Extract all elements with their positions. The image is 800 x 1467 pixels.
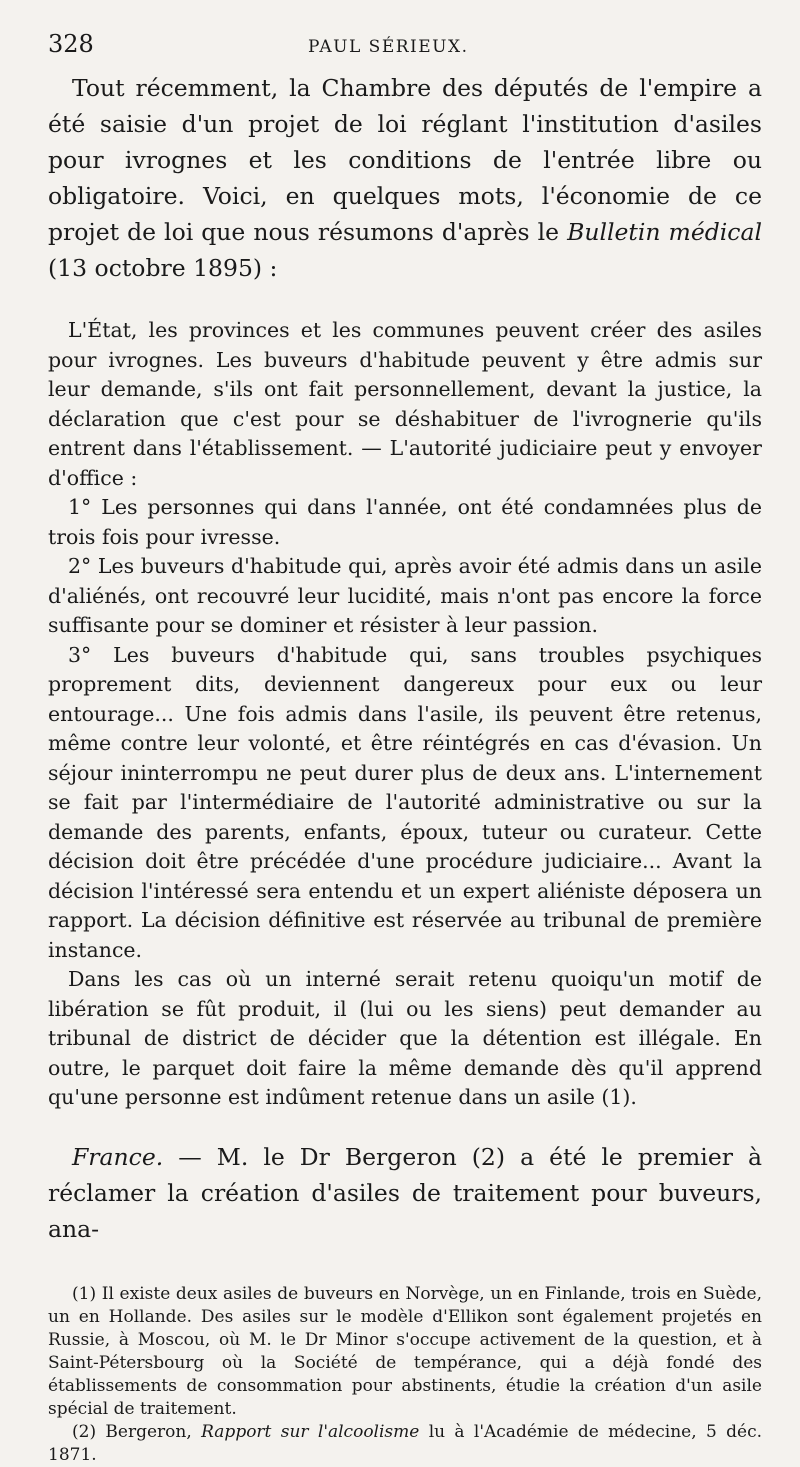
- quote-item-3: 3° Les buveurs d'habitude qui, sans troubles psychiques proprement dits, deviennent dangereux pour eux ou leur entourage... Une fois admis dans l'asile, ils peuvent être retenus, même contre leur volonté, et être réintégrés en cas d'évasion. Un séjour ininterrompu ne peut durer plus de deux ans. L'internement se fait par l'intermédiaire de l'autorité administrative ou sur la demande des parents, enfants, époux, tuteur ou curateur. Cette décision doit être précédée d'une procédure judiciaire... Avant la décision l'intéressé sera entendu et un expert aliéniste déposera un rapport. La décision définitive est réservée au tribunal de première instance.: [48, 642, 762, 962]
- intro-date: (13 octobre 1895) :: [48, 254, 278, 282]
- footnotes: [48, 1283, 762, 1467]
- quoted-summary: [48, 316, 762, 1113]
- quote-paragraph-1: L'État, les provinces et les communes peuvent créer des asiles pour ivrognes. Les buveurs d'habitude peuvent y être admis sur leur demande, s'ils ont fait personnellement, devant la justice, la déclaration que c'est pour se déshabituer de l'ivrognerie qu'ils entrent dans l'établissement. — L'autorité judiciaire peut y envoyer d'office :: [48, 318, 762, 490]
- running-head: PAUL SÉRIEUX.: [308, 37, 469, 57]
- quote-paragraph-last: Dans les cas où un interné serait retenu quoiqu'un motif de libération se fût produit, il (lui ou les siens) peut demander au tribunal de district de décider que la détention est illégale. En outre, le parquet doit faire la même demande dès qu'il apprend qu'une personne est indûment retenue dans un asile (1).: [48, 967, 762, 1109]
- journal-title: Bulletin médical: [567, 218, 762, 246]
- footnote-1: (1) Il existe deux asiles de buveurs en Norvège, un en Finlande, trois en Suède, un en Hollande. Des asiles sur le modèle d'Ellikon sont également projetés en Russie, à Moscou, où M. le Dr Minor s'occupe activement de la question, et à Saint-Pétersbourg où la Société de tempérance, qui a déjà fondé des établissements de consommation pour abstinents, étudie la création d'un asile spécial de traitement.: [48, 1283, 762, 1419]
- france-heading: France.: [72, 1142, 164, 1171]
- intro-paragraph: [48, 70, 762, 286]
- intro-text: Tout récemment, la Chambre des députés de l'empire a été saisie d'un projet de loi réglant l'institution d'asiles pour ivrognes et les conditions de l'entrée libre ou obligatoire. Voici, en quelques mots, l'économie de ce projet de loi que nous résumons d'après le: [48, 74, 762, 246]
- page-number: 328: [48, 30, 94, 58]
- footnote-2: [48, 1421, 762, 1467]
- page-header: [48, 30, 762, 70]
- france-paragraph: [48, 1139, 762, 1247]
- footnote-2-title: Rapport sur l'alcoolisme: [201, 1421, 420, 1442]
- footnote-2-author: (2) Bergeron,: [72, 1421, 202, 1442]
- france-text: — M. le Dr Bergeron (2) a été le premier à réclamer la création d'asiles de traitement pour buveurs, ana-: [48, 1142, 762, 1243]
- quote-item-2: 2° Les buveurs d'habitude qui, après avoir été admis dans un asile d'aliénés, ont recouvré leur lucidité, mais n'ont pas encore la force suffisante pour se dominer et résister à leur passion.: [48, 554, 762, 637]
- footnote-2-details: lu à l'Académie de médecine, 5 déc. 1871.: [48, 1421, 762, 1465]
- quote-item-1: 1° Les personnes qui dans l'année, ont été condamnées plus de trois fois pour ivresse.: [48, 495, 762, 549]
